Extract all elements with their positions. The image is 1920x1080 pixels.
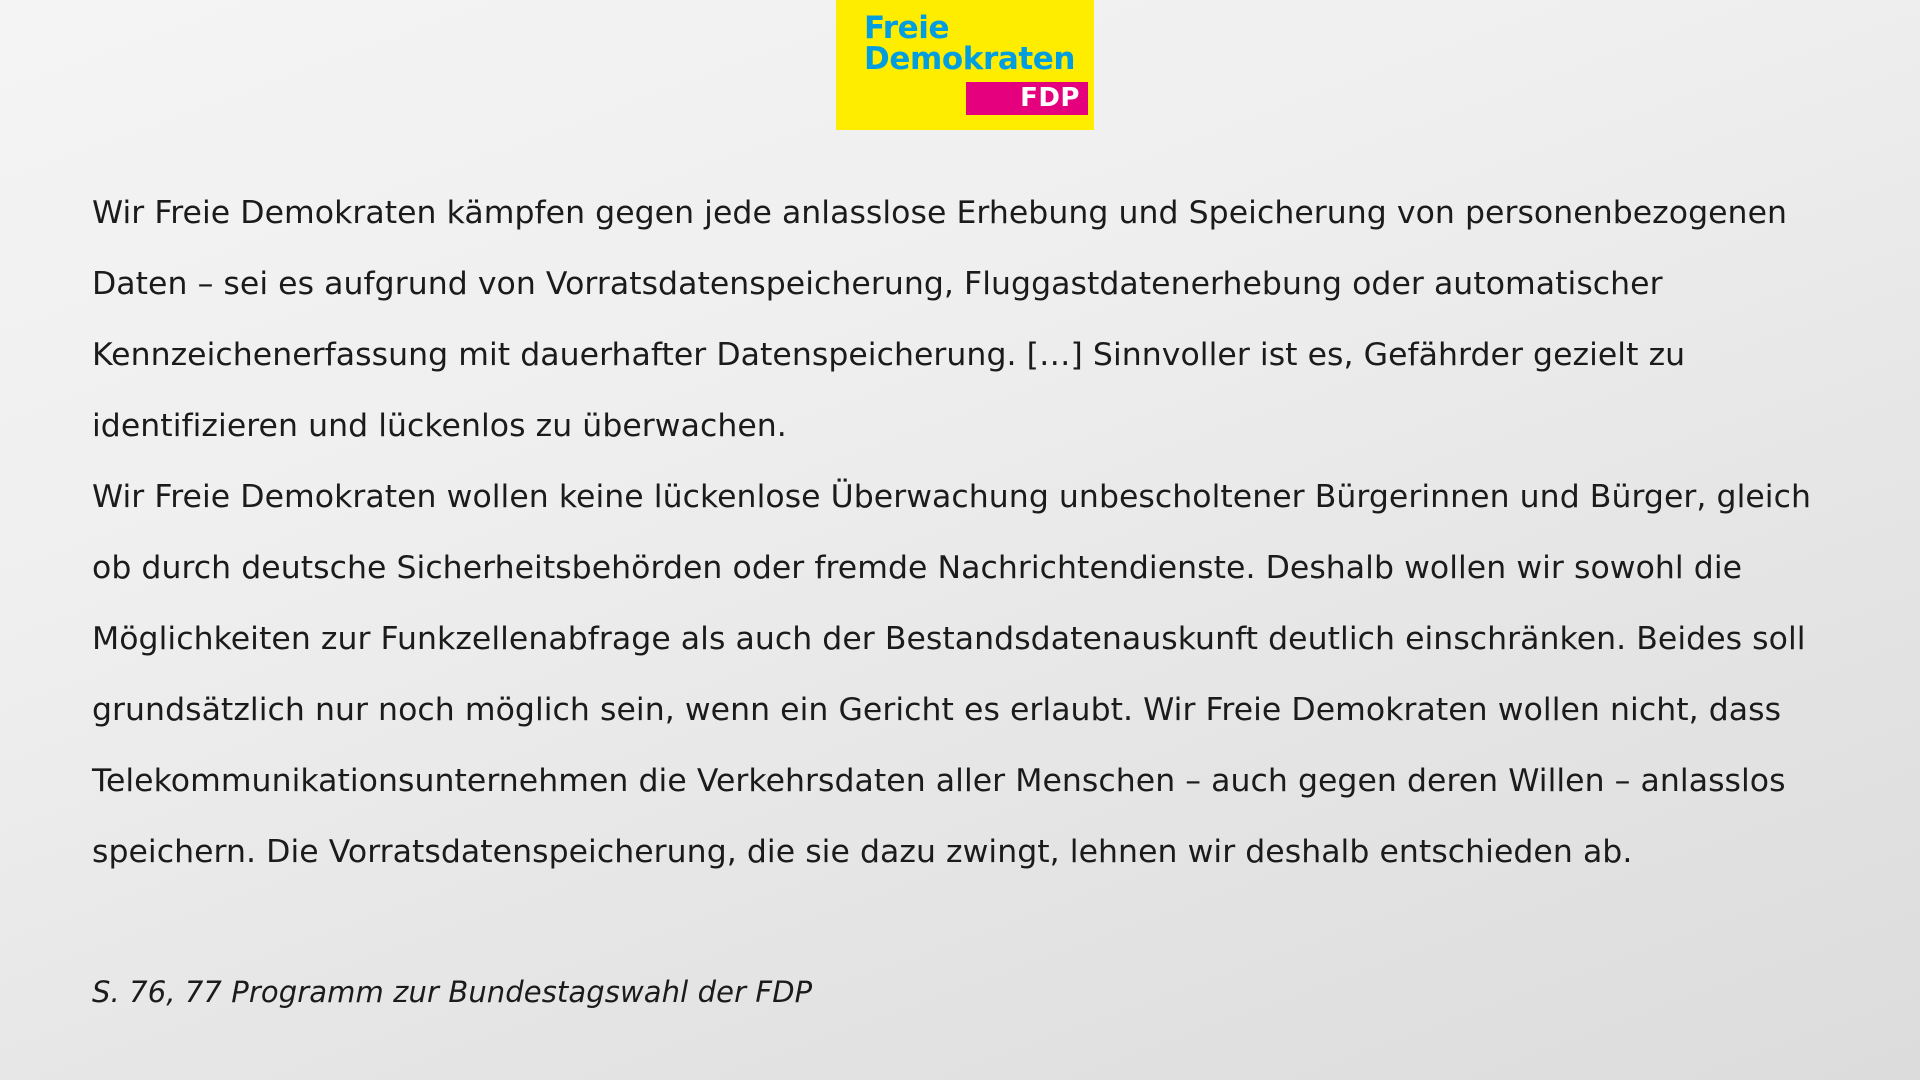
logo-text-fdp: FDP <box>1020 83 1080 114</box>
logo-accent-bar <box>966 82 1088 115</box>
paragraph-1: Wir Freie Demokraten kämpfen gegen jede anlasslose Erhebung und Speicherung von personenbezogenen Daten – sei es aufgrund von Vorratsdatenspeicherung, Fluggastdatenerhebung oder automatischer Kennzeichenerfassung mit dauerhafter Datenspeicherung. […] Sinnvoller ist es, Gefährder gezielt zu identifizieren und lückenlos zu überwachen. <box>92 195 1788 444</box>
logo-text-freie: Freie <box>864 10 950 47</box>
slide-body <box>92 178 1852 888</box>
logo-text-demokraten: Demokraten <box>864 41 1076 77</box>
source-citation: S. 76, 77 Programm zur Bundestagswahl der FDP <box>92 975 813 1009</box>
paragraph-2: Wir Freie Demokraten wollen keine lückenlose Überwachung unbescholtener Bürgerinnen und Bürger, gleich ob durch deutsche Sicherheitsbehörden oder fremde Nachrichtendienste. Deshalb wollen wir sowohl die Möglichkeiten zur Funkzellenabfrage als auch der Bestandsdatenauskunft deutlich einschränken. Beides soll grundsätzlich nur noch möglich sein, wenn ein Gericht es erlaubt. Wir Freie Demokraten wollen nicht, dass Telekommunikationsunternehmen die Verkehrsdaten aller Menschen – auch gegen deren Willen – anlasslos speichern. Die Vorratsdatenspeicherung, die sie dazu zwingt, lehnen wir deshalb entschieden ab. <box>92 479 1811 870</box>
fdp-logo <box>836 0 1094 130</box>
